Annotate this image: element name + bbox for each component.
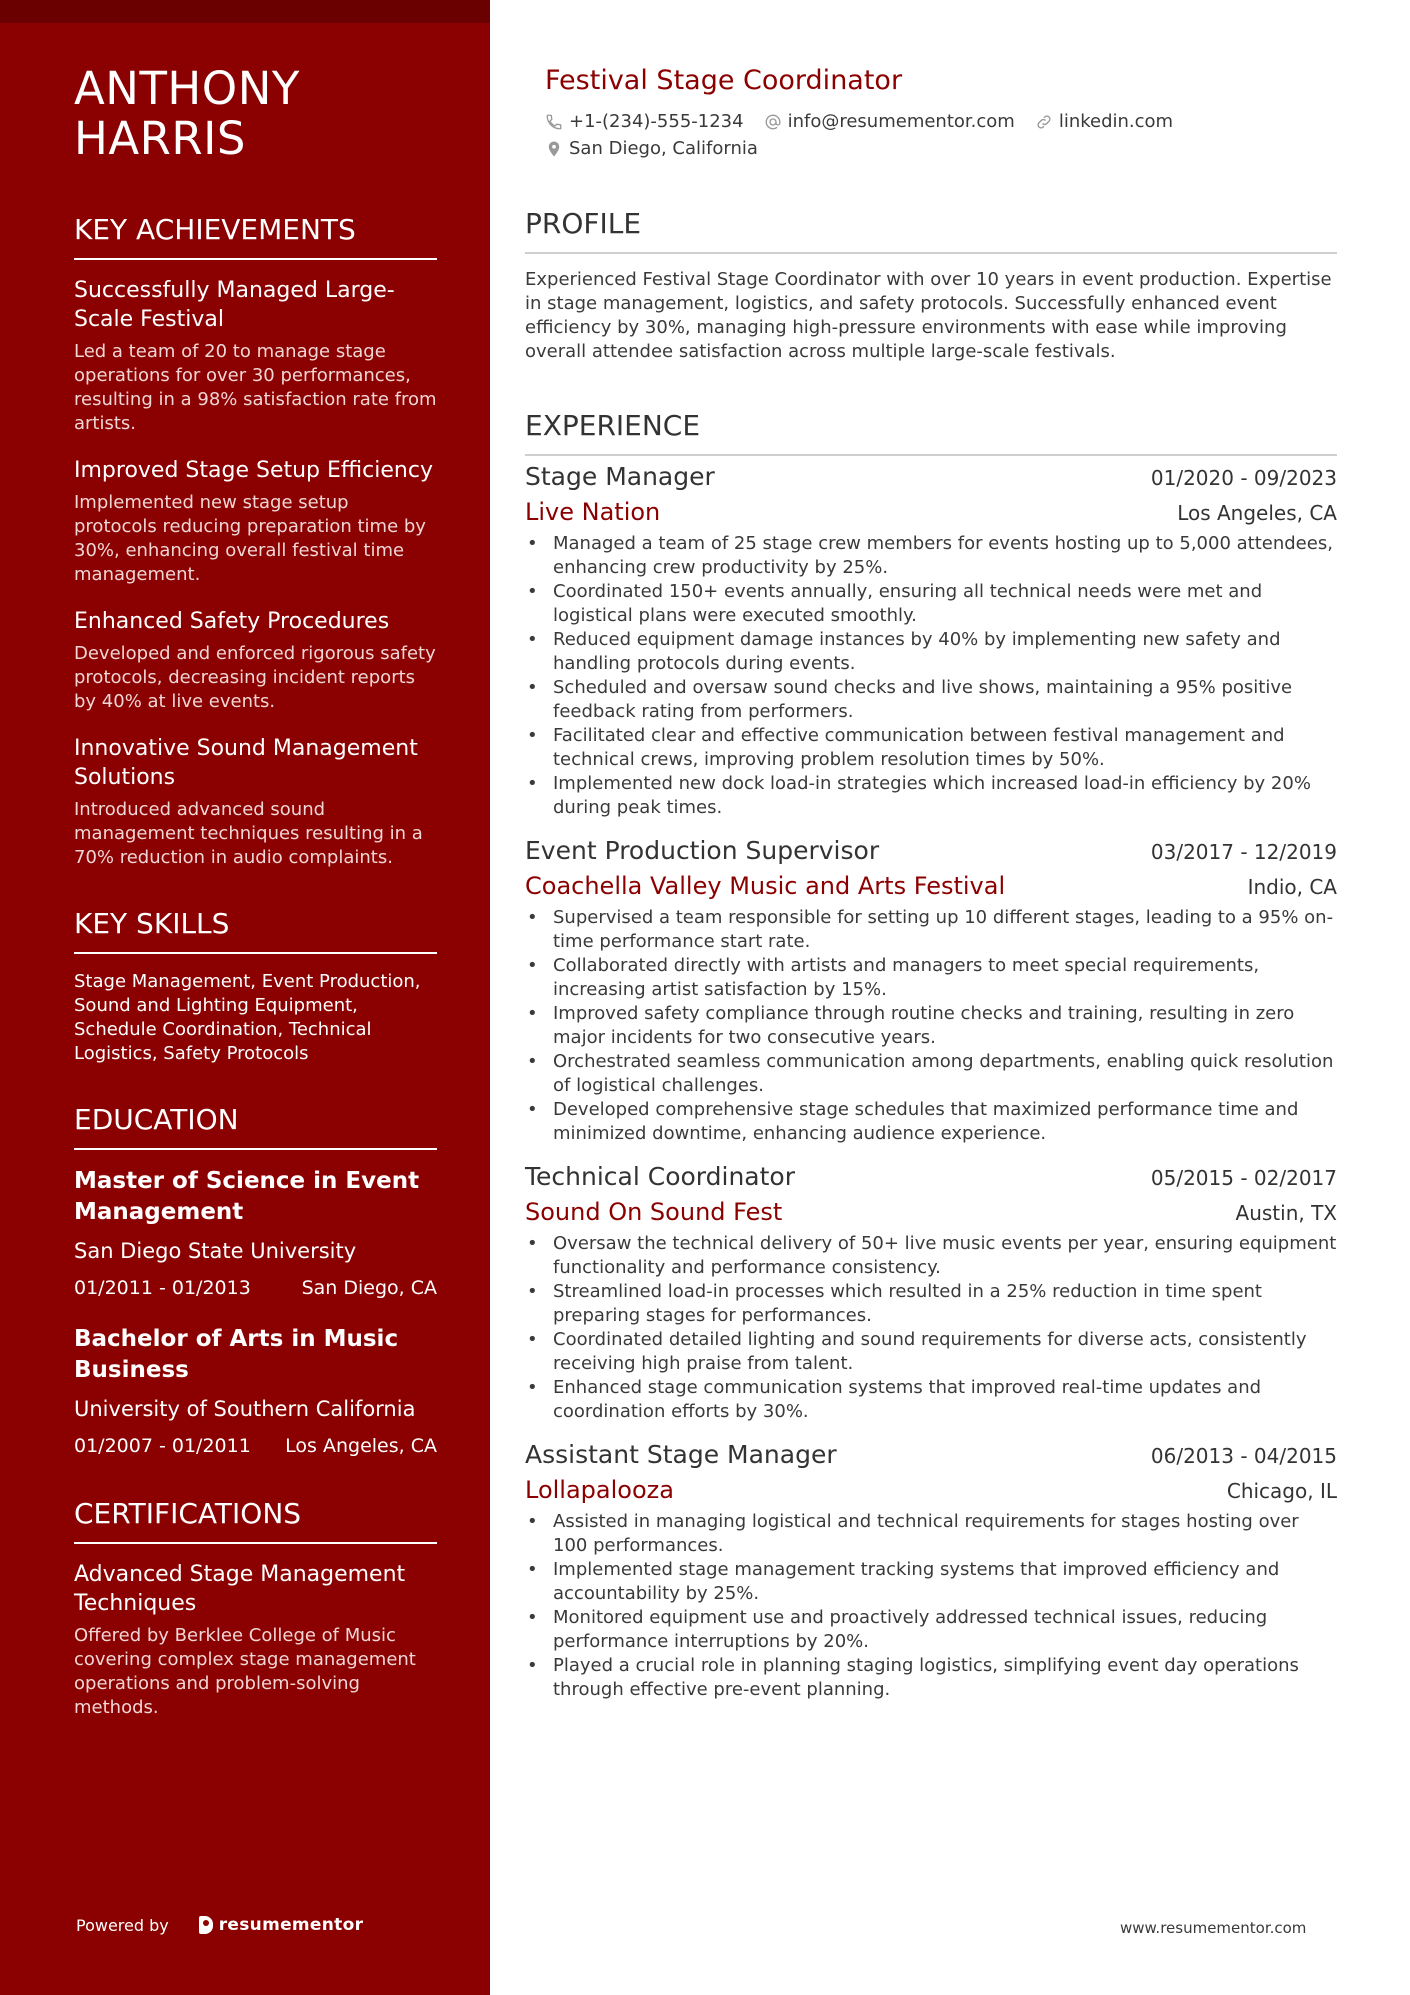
bullet-item: • Monitored equipment use and proactively addressed technical issues, reducing performance interruptions by 20%. (525, 1606, 1337, 1654)
job-role: Technical Coordinator (525, 1162, 795, 1191)
achievement-title: Innovative Sound Management Solutions (74, 736, 418, 790)
job-role: Stage Manager (525, 462, 715, 491)
candidate-name: ANTHONY HARRIS (74, 62, 300, 165)
job-company: Coachella Valley Music and Arts Festival (525, 872, 1006, 900)
profile-text: Experienced Festival Stage Coordinator with over 10 years in event production. Expertise in stage management, logistics, and safety protocols. Successfully enhanced event efficiency by 30%, managing high-pressure environments with ease while improving overall attendee satisfaction across multiple large-scale festivals. (525, 269, 1332, 362)
phone-text: +1-(234)-555-1234 (569, 111, 744, 132)
powered-by-label: Powered by (76, 1915, 169, 1935)
bullet-item: • Managed a team of 25 stage crew members for events hosting up to 5,000 attendees, enhancing crew productivity by 25%. (525, 532, 1337, 580)
contact-phone[interactable] (545, 108, 744, 135)
achievement-desc: Led a team of 20 to manage stage operations for over 30 performances, resulting in a 98% satisfaction rate from artists. (74, 341, 437, 434)
job-location: Los Angeles, CA (1177, 501, 1337, 525)
bullet-item: • Scheduled and oversaw sound checks and live shows, maintaining a 95% positive feedback rating from performers. (525, 676, 1337, 724)
achievement-item (74, 734, 437, 870)
school-name: University of Southern California (74, 1397, 416, 1421)
profile-heading: PROFILE (525, 206, 1337, 254)
location-pin-icon (545, 140, 563, 158)
achievement-item (74, 607, 437, 714)
achievement-title: Improved Stage Setup Efficiency (74, 458, 433, 483)
job-bullets (525, 1510, 1337, 1702)
bullet-item: • Reduced equipment damage instances by 40% by implementing new safety and handling protocols during events. (525, 628, 1337, 676)
achievement-title: Successfully Managed Large-Scale Festival (74, 278, 395, 332)
achievement-desc: Developed and enforced rigorous safety protocols, decreasing incident reports by 40% at live events. (74, 643, 436, 712)
achievement-title: Enhanced Safety Procedures (74, 609, 390, 634)
link-icon (1035, 113, 1053, 131)
sidebar (0, 0, 490, 1995)
education-location: Los Angeles, CA (285, 1435, 437, 1457)
logo-mark-icon (199, 1916, 213, 1934)
education-dates: 01/2011 - 01/2013 (74, 1277, 251, 1299)
job-company: Live Nation (525, 498, 661, 526)
education-heading: EDUCATION (74, 1102, 437, 1150)
bullet-item: • Orchestrated seamless communication among departments, enabling quick resolution of logistical challenges. (525, 1050, 1337, 1098)
bullet-item: • Supervised a team responsible for setting up 10 different stages, leading to a 95% on-time performance start rate. (525, 906, 1337, 954)
job-bullets (525, 906, 1337, 1146)
contact-row (545, 108, 1337, 135)
job-bullets (525, 1232, 1337, 1424)
job-entry (525, 1160, 1337, 1424)
achievements-heading: KEY ACHIEVEMENTS (74, 212, 437, 260)
certifications-section (74, 1496, 437, 1720)
skills-list: Stage Management, Event Production, Sound and Lighting Equipment, Schedule Coordination, Technical Logistics, Safety Protocols (74, 971, 421, 1064)
phone-icon (545, 113, 563, 131)
experience-section (525, 408, 1337, 1702)
bullet-item: • Facilitated clear and effective communication between festival management and technical crews, improving problem resolution times by 50%. (525, 724, 1337, 772)
bullet-item: • Implemented stage management tracking systems that improved efficiency and accountability by 25%. (525, 1558, 1337, 1606)
job-entry (525, 834, 1337, 1146)
education-location: San Diego, CA (301, 1277, 437, 1299)
job-role: Assistant Stage Manager (525, 1440, 837, 1469)
job-entry (525, 460, 1337, 820)
education-section (74, 1102, 437, 1460)
brand-logo[interactable] (199, 1915, 364, 1935)
powered-by (76, 1915, 363, 1935)
achievement-desc: Introduced advanced sound management techniques resulting in a 70% reduction in audio complaints. (74, 799, 423, 868)
linkedin-text: linkedin.com (1058, 111, 1174, 132)
bullet-item: • Oversaw the technical delivery of 50+ live music events per year, ensuring equipment functionality and performance consistency. (525, 1232, 1337, 1280)
contact-location (545, 135, 758, 162)
bullet-item: • Enhanced stage communication systems that improved real-time updates and coordination efforts by 30%. (525, 1376, 1337, 1424)
bullet-item: • Improved safety compliance through routine checks and training, resulting in zero major incidents for two consecutive years. (525, 1002, 1337, 1050)
certifications-heading: CERTIFICATIONS (74, 1496, 437, 1544)
certification-item (74, 1560, 437, 1720)
job-dates: 05/2015 - 02/2017 (1150, 1166, 1337, 1190)
location-text: San Diego, California (569, 138, 758, 159)
achievement-item (74, 276, 437, 436)
skills-heading: KEY SKILLS (74, 906, 437, 954)
contact-email[interactable] (764, 108, 1015, 135)
degree-title: Master of Science in Event Management (74, 1168, 420, 1225)
skills-section (74, 906, 437, 1066)
job-dates: 03/2017 - 12/2019 (1150, 840, 1337, 864)
degree-title: Bachelor of Arts in Music Business (74, 1326, 399, 1383)
job-title: Festival Stage Coordinator (545, 65, 903, 96)
education-item (74, 1166, 437, 1302)
job-entry (525, 1438, 1337, 1702)
bullet-item: • Coordinated 150+ events annually, ensuring all technical needs were met and logistical plans were executed smoothly. (525, 580, 1337, 628)
bullet-item: • Played a crucial role in planning staging logistics, simplifying event day operations through effective pre-event planning. (525, 1654, 1337, 1702)
certification-desc: Offered by Berklee College of Music covering complex stage management operations and problem-solving methods. (74, 1625, 416, 1718)
achievement-desc: Implemented new stage setup protocols reducing preparation time by 30%, enhancing overall festival time management. (74, 492, 426, 585)
profile-section (525, 206, 1337, 364)
job-location: Chicago, IL (1226, 1479, 1337, 1503)
bullet-item: • Coordinated detailed lighting and sound requirements for diverse acts, consistently receiving high praise from talent. (525, 1328, 1337, 1376)
job-location: Austin, TX (1235, 1201, 1337, 1225)
brand-name: resumementor (218, 1915, 364, 1935)
footer-website[interactable]: www.resumementor.com (1120, 1919, 1307, 1937)
achievement-item (74, 456, 437, 587)
email-text: info@resumementor.com (787, 111, 1015, 132)
contact-linkedin[interactable] (1035, 108, 1173, 135)
achievements-section (74, 212, 437, 870)
bullet-item: • Implemented new dock load-in strategies which increased load-in efficiency by 20% during peak times. (525, 772, 1337, 820)
bullet-item: • Assisted in managing logistical and technical requirements for stages hosting over 100 performances. (525, 1510, 1337, 1558)
bullet-item: • Developed comprehensive stage schedules that maximized performance time and minimized downtime, enhancing audience experience. (525, 1098, 1337, 1146)
at-icon (764, 113, 782, 131)
contact-row-location (545, 135, 1337, 162)
job-dates: 01/2020 - 09/2023 (1150, 466, 1337, 490)
experience-heading: EXPERIENCE (525, 408, 1337, 456)
bullet-item: • Collaborated directly with artists and managers to meet special requirements, increasing artist satisfaction by 15%. (525, 954, 1337, 1002)
job-company: Sound On Sound Fest (525, 1198, 783, 1226)
job-location: Indio, CA (1247, 875, 1337, 899)
sidebar-top-bar (0, 0, 490, 23)
bullet-item: • Streamlined load-in processes which resulted in a 25% reduction in time spent preparing stages for performances. (525, 1280, 1337, 1328)
job-dates: 06/2013 - 04/2015 (1150, 1444, 1337, 1468)
main-content (527, 64, 1337, 1716)
job-company: Lollapalooza (525, 1476, 674, 1504)
education-dates: 01/2007 - 01/2011 (74, 1435, 251, 1457)
job-bullets (525, 532, 1337, 820)
education-item (74, 1324, 437, 1460)
job-role: Event Production Supervisor (525, 836, 880, 865)
school-name: San Diego State University (74, 1239, 357, 1263)
certification-title: Advanced Stage Management Techniques (74, 1562, 406, 1616)
